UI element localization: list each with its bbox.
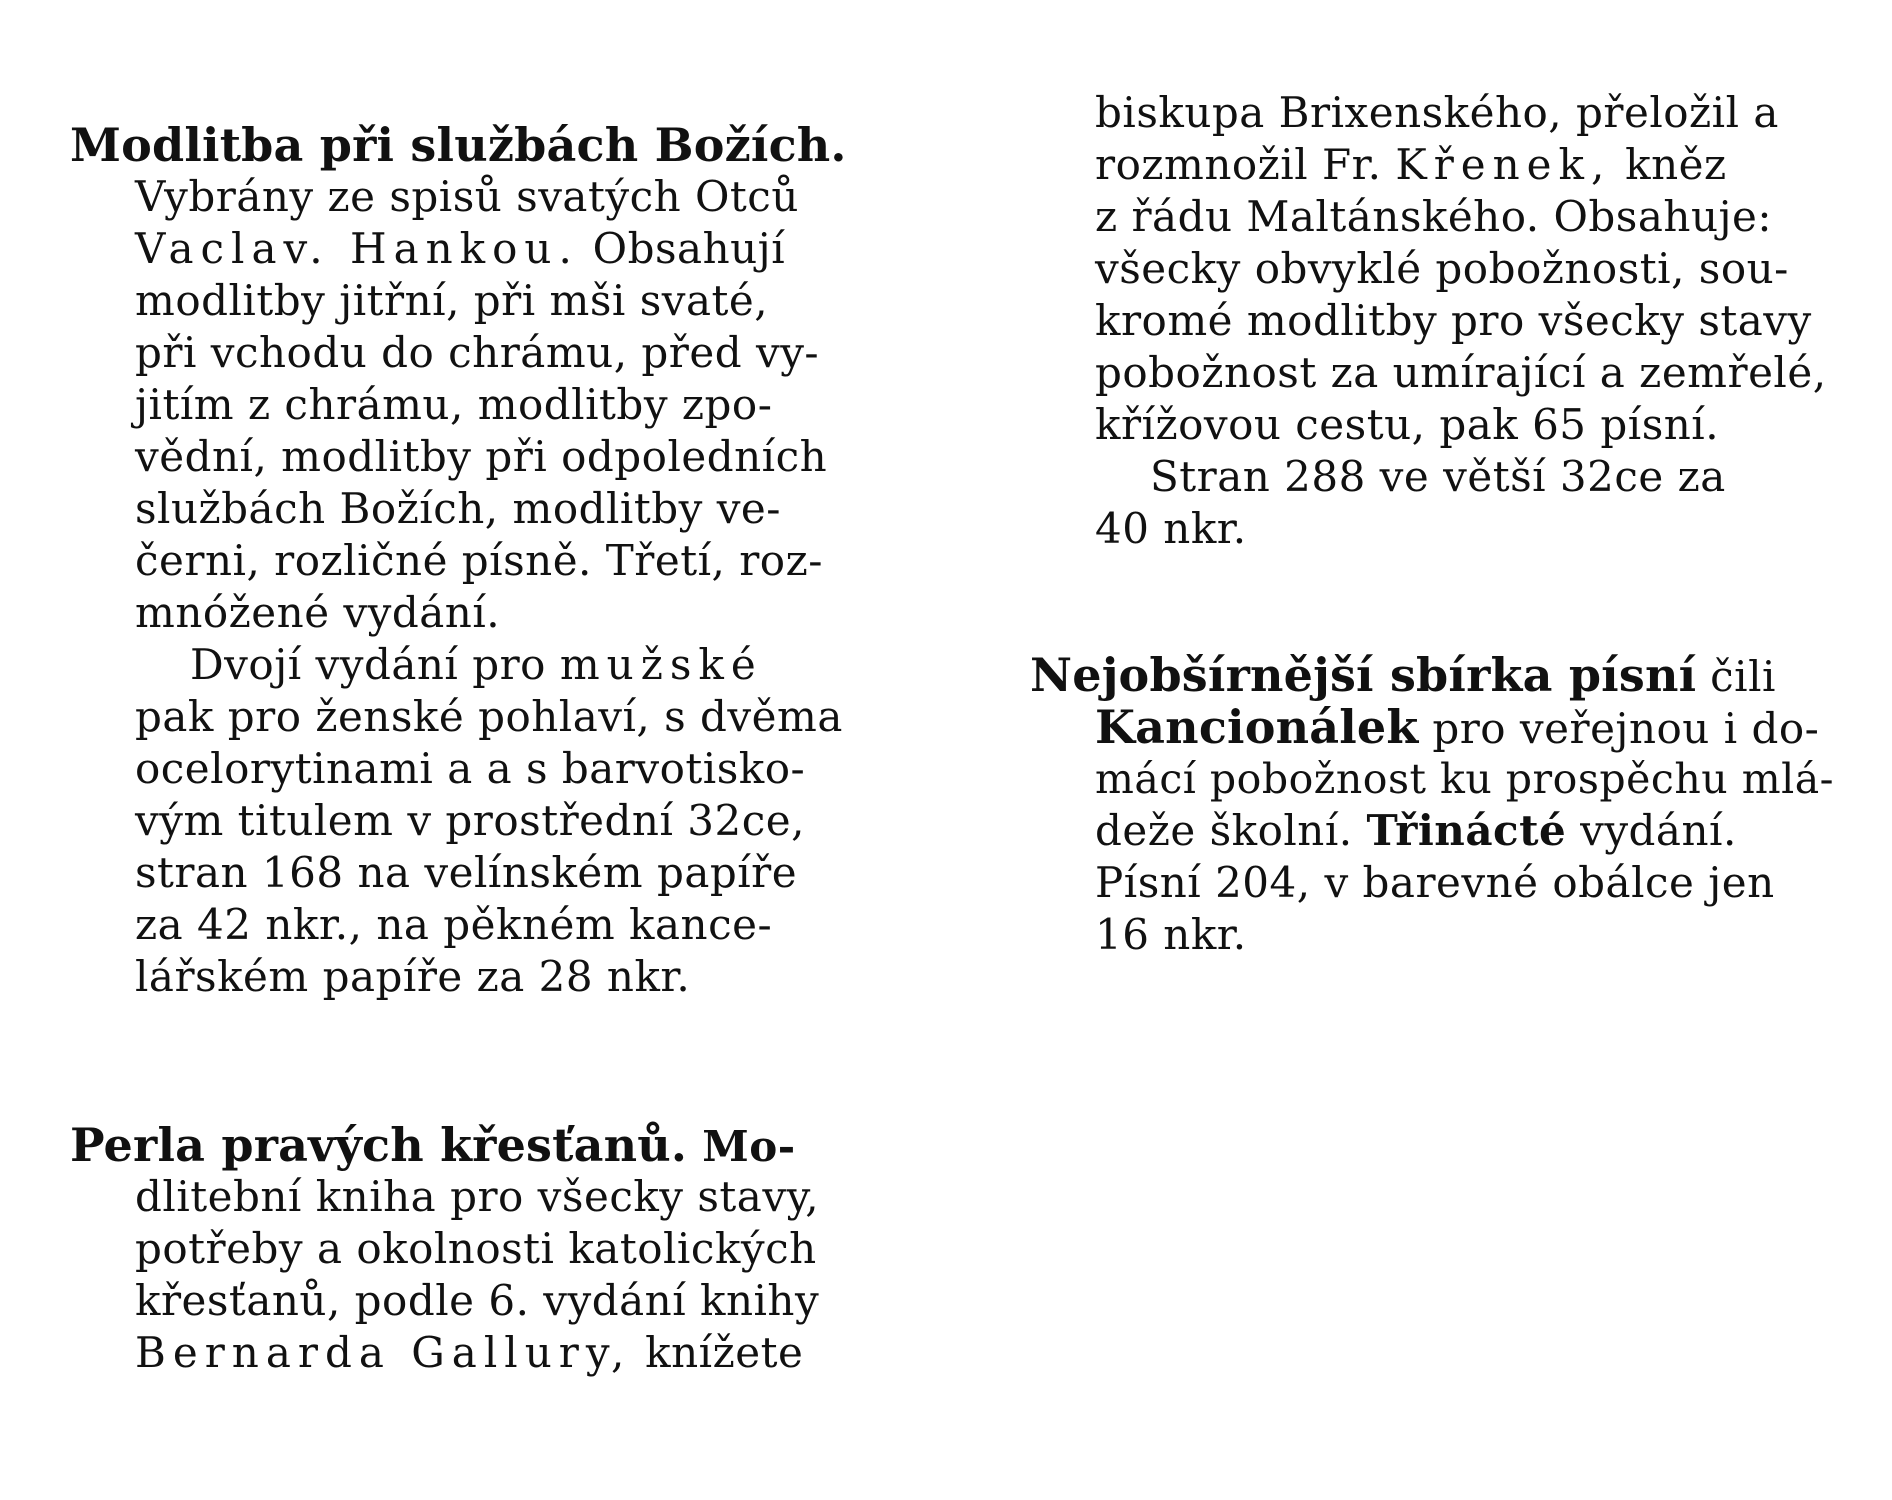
entry-line-start: deže školní. bbox=[1095, 806, 1353, 855]
entry-title-line bbox=[1030, 650, 1776, 700]
entry-line bbox=[1095, 702, 1819, 752]
entry-title: Nejobšírnější sbírka písní bbox=[1030, 648, 1697, 702]
entry-line: křesťanů, podle 6. vydání knihy bbox=[135, 1276, 820, 1325]
author-name: Bernarda Gallury, bbox=[135, 1328, 632, 1377]
entry-line: za 42 nkr., na pěkném kance- bbox=[135, 900, 773, 949]
entry-line: z řádu Maltánského. Obsahuje: bbox=[1095, 192, 1773, 241]
entry-line bbox=[135, 224, 785, 274]
entry-line: vědní, modlitby při odpoledních bbox=[135, 432, 828, 481]
entry-title-tail: čili bbox=[1696, 652, 1776, 701]
entry-line: 16 nkr. bbox=[1095, 910, 1247, 959]
entry-title-tail: Mo- bbox=[687, 1122, 796, 1171]
entry-line bbox=[190, 640, 763, 690]
entry-line: ocelorytinami a a s barvotisko- bbox=[135, 744, 806, 793]
entry-line-tail: pro veřejnou i do- bbox=[1418, 704, 1820, 753]
book-title: Kancionálek bbox=[1095, 700, 1419, 754]
entry-line: kromé modlitby pro všecky stavy bbox=[1095, 296, 1812, 345]
entry-line: křížovou cestu, pak 65 písní. bbox=[1095, 400, 1720, 449]
entry-line-start: rozmnožil Fr. bbox=[1095, 140, 1382, 189]
author-name: Vaclav. Hankou. bbox=[135, 224, 579, 273]
entry-line-tail: knížete bbox=[631, 1328, 804, 1377]
spaced-word: mužské bbox=[559, 640, 763, 689]
entry-title: Modlitba při službách Božích. bbox=[70, 118, 847, 172]
entry-line: pobožnost za umírající a zemřelé, bbox=[1095, 348, 1827, 397]
entry-line-tail: vydání. bbox=[1566, 806, 1737, 855]
entry-line bbox=[1095, 806, 1737, 856]
entry-line: potřeby a okolnosti katolických bbox=[135, 1224, 817, 1273]
entry-line: lářském papíře za 28 nkr. bbox=[135, 952, 691, 1001]
entry-line: Písní 204, v barevné obálce jen bbox=[1095, 858, 1775, 907]
entry-line: službách Božích, modlitby ve- bbox=[135, 484, 781, 533]
entry-line bbox=[135, 1328, 803, 1378]
entry-line: mnóžené vydání. bbox=[135, 588, 501, 637]
edition-word: Třinácté bbox=[1366, 806, 1567, 855]
entry-line: stran 168 na velínském papíře bbox=[135, 848, 798, 897]
entry-line: Vybrány ze spisů svatých Otců bbox=[135, 172, 799, 221]
entry-line: 40 nkr. bbox=[1095, 504, 1247, 553]
entry-line: dlitební kniha pro všecky stavy, bbox=[135, 1172, 820, 1221]
entry-line-tail: Obsahují bbox=[578, 224, 786, 273]
entry-line: jitím z chrámu, modlitby zpo- bbox=[135, 380, 773, 429]
entry-title-line bbox=[70, 1120, 796, 1170]
entry-line bbox=[1095, 140, 1727, 190]
entry-line: modlitby jitřní, při mši svaté, bbox=[135, 276, 769, 325]
entry-line: pak pro ženské pohlaví, s dvěma bbox=[135, 692, 843, 741]
translator-name: Křenek, bbox=[1395, 140, 1612, 189]
entry-line: při vchodu do chrámu, před vy- bbox=[135, 328, 820, 377]
entry-line: všecky obvyklé pobožnosti, sou- bbox=[1095, 244, 1789, 293]
entry-line: vým titulem v prostřední 32ce, bbox=[135, 796, 805, 845]
entry-line-tail: kněz bbox=[1611, 140, 1727, 189]
paragraph-start: Dvojí vydání pro bbox=[190, 640, 546, 689]
entry-line: černi, rozličné písně. Třetí, roz- bbox=[135, 536, 823, 585]
entry-line: biskupa Brixenského, přeložil a bbox=[1095, 88, 1779, 137]
entry-title: Perla pravých křesťanů. bbox=[70, 1118, 688, 1172]
entry-line: Stran 288 ve větší 32ce za bbox=[1150, 452, 1726, 501]
entry-line: mácí pobožnost ku prospěchu mlá- bbox=[1095, 755, 1834, 803]
